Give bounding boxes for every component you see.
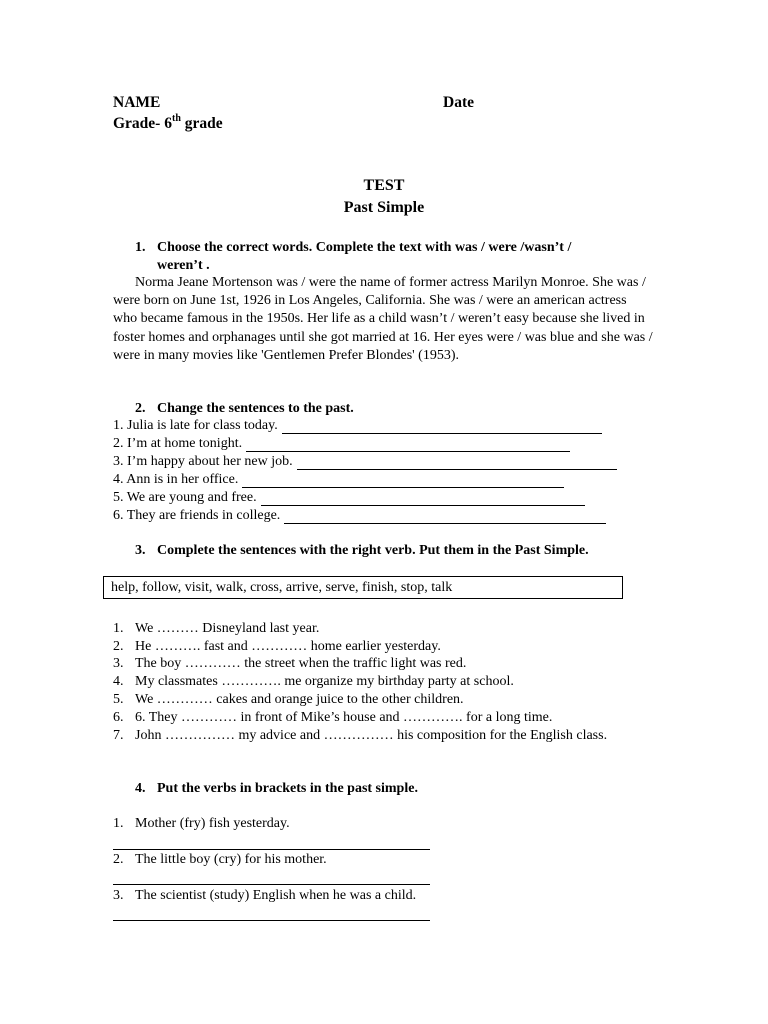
section3-heading-text: Complete the sentences with the right verb. Put them in the Past Simple. (157, 543, 589, 558)
grade-prefix: Grade- 6 (113, 115, 172, 132)
grade-label (113, 112, 223, 133)
list-item: 1. Julia is late for class today. (113, 418, 602, 434)
answer-blank[interactable] (284, 511, 606, 524)
list-item: 1. We ……… Disneyland last year. (113, 621, 320, 636)
section4-heading (135, 781, 418, 797)
test-title: TEST (363, 177, 405, 194)
answer-blank[interactable] (261, 493, 585, 506)
grade-superscript: th (171, 112, 181, 124)
section3-heading (135, 543, 589, 559)
list-item: 5. We are young and free. (113, 490, 585, 506)
list-item: 4. My classmates …………. me organize my birthday party at school. (113, 674, 514, 689)
grade-suffix: grade (180, 115, 223, 132)
name-label: NAME (113, 94, 161, 111)
answer-blank[interactable] (297, 457, 617, 470)
list-item: 6. They are friends in college. (113, 508, 606, 524)
list-item: 6. 6. They ………… in front of Mike’s house and …………. for a long time. (113, 710, 553, 725)
answer-line[interactable] (113, 849, 430, 850)
section1-paragraph: Norma Jeane Mortenson was / were the name of former actress Marilyn Monroe. She was / were born on June 1st, 1926 in Los Angeles, California. She was / were an american actress who became famous in the 1950s. Her life as a child wasn’t / weren’t easy because she lived in foster homes and orphanages until she got married at 16. Her eyes were / was blue and she was / were in many movies like 'Gentlemen Prefer Blondes' (1953). (113, 275, 653, 363)
list-item: 2. He ………. fast and ………… home earlier yesterday. (113, 639, 441, 654)
list-item: 5. We ………… cakes and orange juice to the other children. (113, 692, 464, 707)
answer-line[interactable] (113, 884, 430, 885)
section1-heading-text: Choose the correct words. Complete the text with was / were /wasn’t / (157, 240, 572, 255)
answer-blank[interactable] (242, 475, 564, 488)
answer-blank[interactable] (246, 439, 570, 452)
list-item: 2. The little boy (cry) for his mother. (113, 852, 327, 867)
section3-number: 3. (135, 543, 146, 558)
section1-number: 1. (135, 240, 146, 255)
list-item: 1. Mother (fry) fish yesterday. (113, 816, 290, 831)
section4-number: 4. (135, 781, 146, 796)
date-label: Date (443, 94, 474, 111)
section1-heading-continued: weren’t . (157, 258, 210, 273)
section2-heading (135, 401, 354, 417)
list-item: 4. Ann is in her office. (113, 472, 564, 488)
verb-list-box: help, follow, visit, walk, cross, arrive, serve, finish, stop, talk (103, 576, 623, 599)
list-item: 3. The scientist (study) English when he was a child. (113, 888, 417, 903)
list-item: 2. I’m at home tonight. (113, 436, 570, 452)
section4-heading-text: Put the verbs in brackets in the past simple. (157, 781, 418, 796)
answer-line[interactable] (113, 920, 430, 921)
section1-heading (135, 240, 571, 256)
section2-heading-text: Change the sentences to the past. (157, 401, 354, 416)
answer-blank[interactable] (282, 421, 602, 434)
test-subtitle: Past Simple (343, 199, 425, 216)
list-item: 3. The boy ………… the street when the traffic light was red. (113, 656, 467, 671)
section2-number: 2. (135, 401, 146, 416)
list-item: 3. I’m happy about her new job. (113, 454, 617, 470)
list-item: 7. John …………… my advice and …………… his composition for the English class. (113, 728, 608, 743)
